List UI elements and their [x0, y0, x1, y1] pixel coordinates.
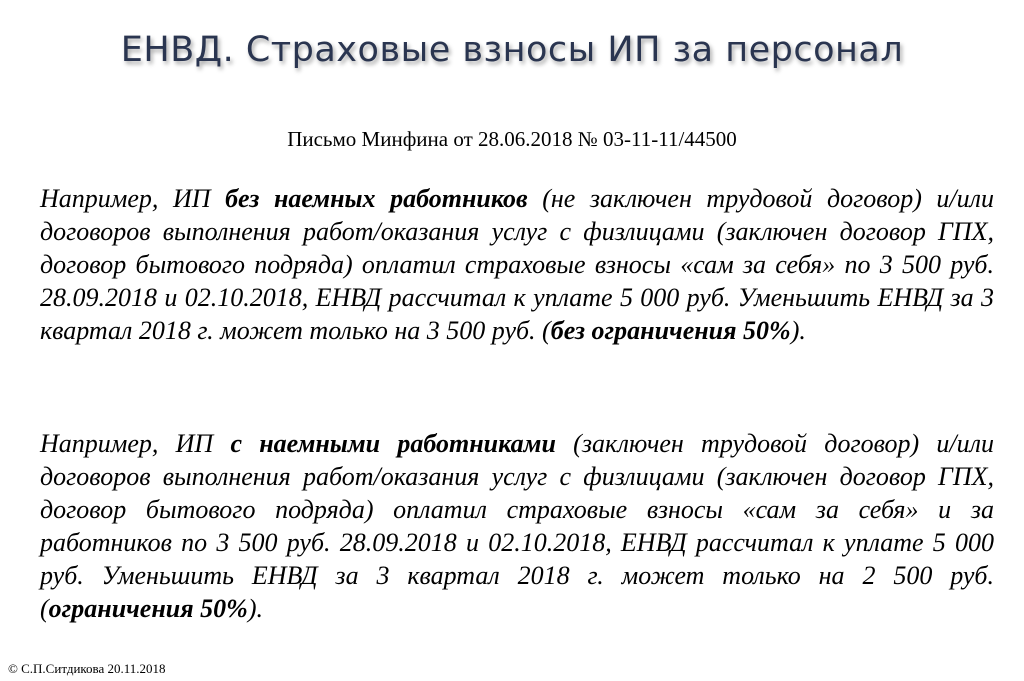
example-paragraph-1	[40, 182, 994, 347]
author-credit: © С.П.Ситдикова 20.11.2018	[8, 661, 166, 676]
p1-bold-2: без ограничения 50%	[550, 316, 791, 345]
p2-text-1: Например, ИП	[40, 429, 231, 458]
p1-text-3: ).	[790, 316, 806, 345]
p1-text-1: Например, ИП	[40, 184, 226, 213]
p2-bold-1: с наемными работниками	[230, 429, 556, 458]
p1-bold-1: без наемных работников	[225, 184, 528, 213]
p2-bold-2: ограничения 50%	[48, 594, 248, 623]
p1-text-2: (не заключен трудовой договор) и/или договоров выполнения работ/оказания услуг с физлицами (заключен договор ГПХ, договор бытового подряда) оплатил страховые взносы «сам за себя» по 3 500 руб. 28.09.2018 и 02.10.2018, ЕНВД рассчитал к уплате 5 000 руб. Уменьшить ЕНВД за 3 квартал 2018 г. может только на 3 500 руб. (	[40, 184, 994, 345]
slide-title: ЕНВД. Страховые взносы ИП за персонал	[120, 30, 904, 70]
letter-reference: Письмо Минфина от 28.06.2018 № 03-11-11/44500	[287, 127, 737, 151]
p2-text-3: ).	[247, 594, 263, 623]
p2-text-2: (заключен трудовой договор) и/или договоров выполнения работ/оказания услуг с физлицами (заключен договор ГПХ, договор бытового подряда) оплатил страховые взносы «сам за себя» и за работников по 3 500 руб. 28.09.2018 и 02.10.2018, ЕНВД рассчитал к уплате 5 000 руб. Уменьшить ЕНВД за 3 квартал 2018 г. может только на 2 500 руб. (	[40, 429, 994, 623]
example-paragraph-2	[40, 427, 994, 625]
